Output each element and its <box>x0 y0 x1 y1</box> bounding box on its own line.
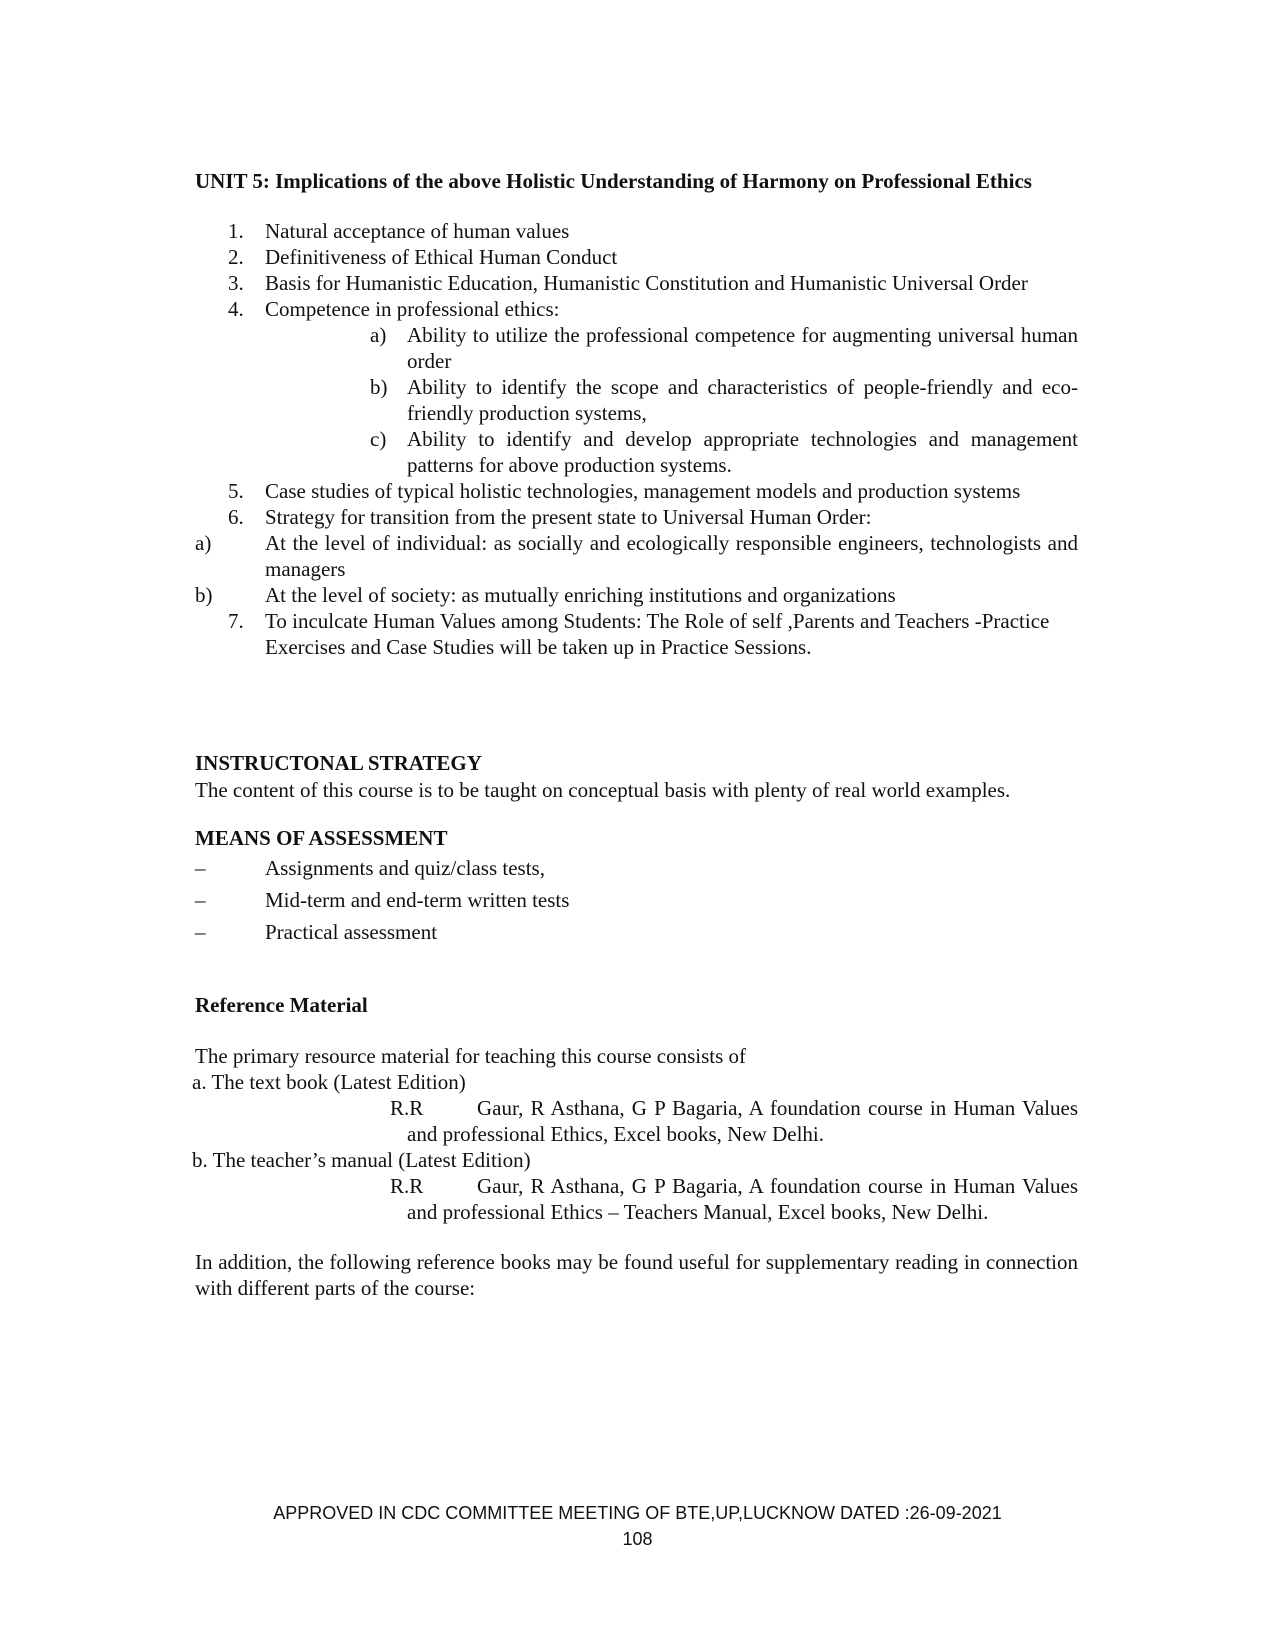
list-item <box>195 244 1078 270</box>
page-number: 108 <box>622 1529 653 1549</box>
reference-text: Gaur, R Asthana, G P Bagaria, A foundation course in Human Values and professional Ethics – Teachers Manual, Excel books, New Delhi. <box>407 1174 1078 1224</box>
assessment-list <box>195 852 1078 948</box>
list-number: 3. <box>228 271 244 295</box>
list-number: 5. <box>228 479 244 503</box>
text-book-reference <box>195 1095 1078 1147</box>
reference-author: R.R <box>390 1174 424 1198</box>
dash-bullet: – <box>195 920 206 944</box>
list-item <box>195 478 1078 504</box>
list-item <box>195 504 1078 530</box>
list-text: Definitiveness of Ethical Human Conduct <box>265 245 618 269</box>
unit-title: UNIT 5: Implications of the above Holistic Understanding of Harmony on Professional Ethics <box>195 169 1032 193</box>
assessment-item <box>195 916 1078 948</box>
instructional-strategy-heading: INSTRUCTONAL STRATEGY <box>195 751 482 775</box>
assessment-text: Assignments and quiz/class tests, <box>265 856 545 880</box>
unit-topic-list <box>195 218 1078 660</box>
list-item <box>195 270 1078 296</box>
teachers-manual-reference <box>195 1173 1078 1225</box>
list-text: To inculcate Human Values among Students: The Role of self ,Parents and Teachers -Practice Exercises and Case Studies will be taken up in Practice Sessions. <box>265 609 1050 659</box>
sub-list-text: Ability to identify and develop appropriate technologies and management patterns for above production systems. <box>407 427 1078 477</box>
list-number: 2. <box>228 245 244 269</box>
sub-list-item <box>195 426 1078 478</box>
sub-list-label: c) <box>370 427 387 451</box>
assessment-item <box>195 884 1078 916</box>
sub-list-text: Ability to utilize the professional competence for augmenting universal human order <box>407 323 1078 373</box>
page-footer <box>0 1500 1275 1552</box>
assessment-heading: MEANS OF ASSESSMENT <box>195 826 448 850</box>
sub-list-item <box>195 374 1078 426</box>
dash-bullet: – <box>195 888 206 912</box>
list-number: 7. <box>228 609 244 633</box>
reference-text: Gaur, R Asthana, G P Bagaria, A foundation course in Human Values and professional Ethics, Excel books, New Delhi. <box>407 1096 1078 1146</box>
approval-note: APPROVED IN CDC COMMITTEE MEETING OF BTE,UP,LUCKNOW DATED :26-09-2021 <box>273 1503 1002 1523</box>
additional-reference-text: In addition, the following reference books may be found useful for supplementary reading in connection with different parts of the course: <box>195 1250 1078 1300</box>
list-text: Case studies of typical holistic technologies, management models and production systems <box>265 479 1021 503</box>
list-text: Basis for Humanistic Education, Humanistic Constitution and Humanistic Universal Order <box>265 271 1028 295</box>
sub-list-label: a) <box>370 323 387 347</box>
list-item <box>195 296 1078 322</box>
reference-intro: The primary resource material for teaching this course consists of <box>195 1044 747 1068</box>
strategy-sub-label: b) <box>195 583 213 607</box>
list-number: 6. <box>228 505 244 529</box>
document-page <box>192 168 1078 1301</box>
strategy-sub-text: At the level of society: as mutually enriching institutions and organizations <box>265 583 896 607</box>
list-text: Competence in professional ethics: <box>265 297 560 321</box>
list-text: Natural acceptance of human values <box>265 219 570 243</box>
instructional-strategy-text: The content of this course is to be taught on conceptual basis with plenty of real world examples. <box>195 778 1011 802</box>
list-item <box>195 218 1078 244</box>
reference-heading: Reference Material <box>195 993 368 1017</box>
list-text: Strategy for transition from the present state to Universal Human Order: <box>265 505 872 529</box>
text-book-label: a. The text book (Latest Edition) <box>192 1070 466 1094</box>
teachers-manual-label: b. The teacher’s manual (Latest Edition) <box>192 1148 531 1172</box>
reference-author: R.R <box>390 1096 424 1120</box>
sub-list-label: b) <box>370 375 388 399</box>
assessment-text: Practical assessment <box>265 920 438 944</box>
dash-bullet: – <box>195 856 206 880</box>
sub-list-text: Ability to identify the scope and characteristics of people-friendly and eco-friendly production systems, <box>407 375 1078 425</box>
list-number: 4. <box>228 297 244 321</box>
sub-list-item <box>195 322 1078 374</box>
list-item <box>195 608 1078 660</box>
strategy-sub-text: At the level of individual: as socially and ecologically responsible engineers, technologists and managers <box>265 531 1078 581</box>
list-number: 1. <box>228 219 244 243</box>
assessment-item <box>195 852 1078 884</box>
assessment-text: Mid-term and end-term written tests <box>265 888 570 912</box>
strategy-sub-label: a) <box>195 531 212 555</box>
strategy-sub-item <box>195 582 1078 608</box>
strategy-sub-item <box>195 530 1078 582</box>
